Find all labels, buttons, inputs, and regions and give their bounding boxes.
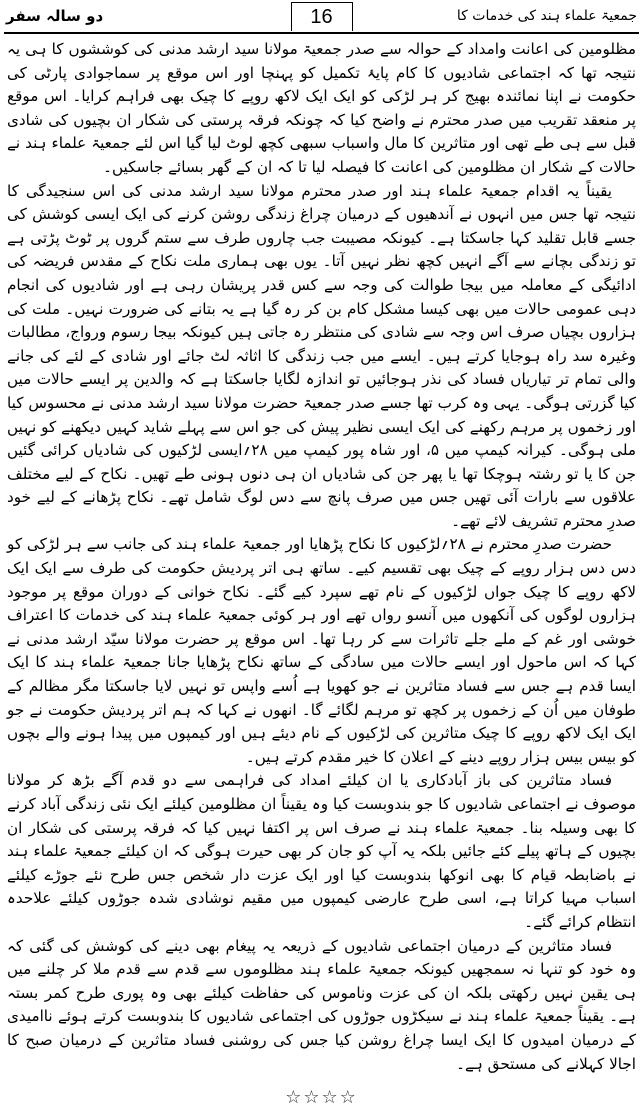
paragraph-3: حضرت صدرِ محترم نے ۲۸؍لڑکیوں کا نکاح پڑھایا اور جمعیۃ علماء ہند کی جانب سے ہر لڑکی کو دس دس ہزار روپے کے چیک بھی تقسیم کیے۔ ساتھ ہی اتر پردیش حکومت کی طرف سے ایک ایک لاکھ روپے کا چیک جواں لڑکیوں کے نام تھے سپرد کیے گئے۔ نکاح خوانی کے دوران موقع پر موجود ہزاروں لوگوں کی آنکھوں میں آنسو رواں تھے اور ہر کوئی جمعیۃ علماء ہند کی خدمات کا اعتراف خوشی اور غم کے ملے جلے تاثرات سے کر رہا تھا۔ اس موقع پر حضرت مولانا سیّد ارشد مدنی نے کہا کہ اس ماحول اور ایسے حالات میں سادگی کے ساتھ نکاح پڑھایا جانا جمعیۃ علماء ہند کا ایک ایسا قدم ہے جس سے فساد متاثرین نے جو کھویا ہے اُسے واپس تو نہیں لایا جاسکتا مگر مظالم کے طوفان میں اُن کے زخموں پر کچھ تو مرہم لگائے گا۔ انھوں نے کہا کہ ہم اتر پردیش حکومت نے جو ایک ایک لاکھ روپے کا چیک متاثرین کی لڑکیوں کے نام دیئے ہیں اور کیمپوں میں پیدا ہونے والے بچوں کو بیس بیس ہزار روپے دینے کے اعلان کا خیر مقدم کرتے ہیں۔ — [7, 535, 636, 766]
page-number: 16 — [291, 2, 353, 31]
running-title: جمعیۃ علماء ہند کی خدمات کا — [456, 8, 637, 24]
end-stars-divider: ☆☆☆☆ — [285, 1087, 358, 1109]
page-body — [0, 34, 643, 1110]
paragraph-1: مظلومین کی اعانت وامداد کے حوالہ سے صدر جمعیۃ مولانا سید ارشد مدنی کی کوششوں کا ہی یہ نتیجہ تھا کہ اجتماعی شادیوں کا کام پایۂ تکمیل کو پہنچا اور اس موقع پر سماجوادی پارٹی کی حکومت نے اپنا نمائندہ بھیج کر ہر لڑکی کو ایک ایک لاکھ روپے کا چیک بھی فراہم کرایا۔ اس موقع پر منعقد تقریب میں صدر محترم نے واضح کیا کہ چونکہ فرقہ پرستی کی شکار ان بچیوں کی شادی قبل سے ہی طے تھی اور متاثرین کا مال واسباب سبھی کچھ لوٹ لیا گیا اس لئے جمعیۃ علماء ہند نے حالات کے شکار ان مظلومین کی اعانت کا فیصلہ لیا تا کہ ان کے گھر بسائے جاسکیں۔ — [7, 40, 636, 176]
paragraph-2: یقیناً یہ اقدام جمعیۃ علماء ہند اور صدر محترم مولانا سید ارشد مدنی کی اس سنجیدگی کا نتیجہ تھا جس میں انہوں نے آندھیوں کے درمیان چراغ زندگی روشن کرنے کی ایک ایسی کوشش کی جسے قابل تقلید کہا جاسکتا ہے۔ کیونکہ مصیبت جب چاروں طرف سے ستم گروں پر ٹوٹ پڑتی ہے تو زندگی بچانے سے آگے انہیں کچھ نظر نہیں آتا۔ یوں بھی ہماری ملت نکاح کے مقدس فریضہ کی ادائیگی کے معاملہ میں بیجا طوالت کی وجہ سے کس قدر پریشان رہی ہے اور شادیوں کی انجام دہی عمومی حالات میں بھی کیسا مشکل کام بن کر رہ گیا ہے یہ بتانے کی ضرورت نہیں۔ ملت کی ہزاروں بچیاں صرف اس وجہ سے شادی کی منتظر رہ جاتی ہیں کیونکہ بیجا رسوم ورواج، مطالبات وغیرہ سد راہ ہوجایا کرتے ہیں۔ ایسے میں جب زندگی کا اثاثہ لٹ جائے اور شادی کے لئے کی جانے والی تمام تر تیاریاں فساد کی نذر ہوجائیں تو اندازہ لگایا جاسکتا ہے کہ والدین پر ایسے حالات میں کیا گزرتی ہوگی۔ یہی وہ کرب تھا جسے صدر جمعیۃ حضرت مولانا سید ارشد مدنی نے محسوس کیا اور زخموں پر مرہم رکھنے کی ایک ایسی نظیر پیش کی جو اس سے پہلے شاید کہیں دیکھنے کو نہیں ملی ہوگی۔ کیرانہ کیمپ میں ۵، اور شاہ پور کیمپ میں ۲۸؍ایسی لڑکیوں کی شادیاں کرائی گئیں جن کا یا تو رشتہ ہوچکا تھا یا پھر جن کی شادیاں ان ہی دنوں ہونی طے تھیں۔ نکاح کے لیے مختلف علاقوں سے بارات آئی تھیں جس میں صرف پانچ سے دس لوگ شامل تھے۔ نکاح پڑھانے کے لیے خود صدرِ محترم تشریف لائے تھے۔ — [7, 181, 636, 530]
paragraph-4: فساد متاثرین کی باز آبادکاری یا ان کیلئے امداد کی فراہمی سے دو قدم آگے بڑھ کر مولانا موصوف نے اجتماعی شادیوں کا جو بندوبست کیا وہ یقیناً ان مظلومین کیلئے ایک نئی زندگی آباد کرنے کا بھی وسیلہ بنا۔ جمعیۃ علماء ہند نے صرف اس پر اکتفا نہیں کیا کہ فرقہ پرستی کی شکار ان بچیوں کے ہاتھ پیلے کئے جائیں بلکہ یہ آپ کو جان کر بھی حیرت ہوگی کہ ان کیلئے جمعیۃ علماء ہند نے باضابطہ قیام کا بھی انوکھا بندوبست کیا اور ایک عزت دار شخص جس طرح نئے جوڑے کیلئے اسباب مہیا کراتا ہے، اسی طرح عارضی کیمپوں میں مقیم نوشادی شدہ جوڑوں کیلئے علاحدہ انتظام کرائے گئے۔ — [7, 771, 636, 931]
page-header — [4, 0, 639, 34]
paragraph-5: فساد متاثرین کے درمیان اجتماعی شادیوں کے ذریعہ یہ پیغام بھی دینے کی کوشش کی گئی کہ وہ خود کو تنہا نہ سمجھیں کیونکہ جمعیۃ علماء ہند مظلوموں سے قدم سے قدم ملا کر چلنے میں ہی یقین نہیں رکھتی بلکہ ان کی عزت وناموس کی حفاظت کیلئے بھی وہ پوری طرح کمر بستہ ہے۔ یقیناً جمعیۃ علماء ہند نے سیکڑوں جوڑوں کی اجتماعی شادیوں کا بندوبست کرتے ہوئے ناامیدی کے درمیان امیدوں کا ایک ایسا چراغ روشن کیا جس کی روشنی فساد متاثرین کے درمیان صبح کا اجالا کہلانے کی مستحق ہے۔ — [7, 936, 636, 1073]
book-title: دو سالہ سفر — [6, 7, 104, 25]
